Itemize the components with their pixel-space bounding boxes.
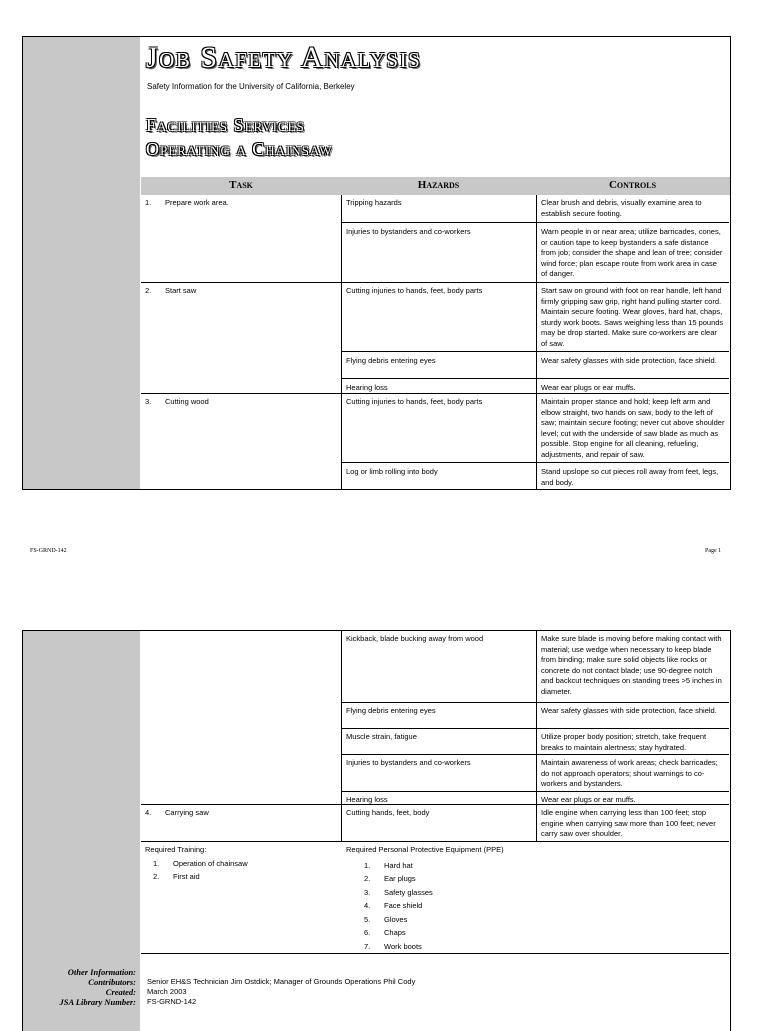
item-text: Chaps (384, 928, 406, 937)
control-cell: Maintain proper stance and hold; keep left arm and elbow straight, two hands on saw, body to the left of saw; maintain secure footing; never cut above shoulder level; cut with the underside of saw blade as much as possible. Stop engine for all cleaning, refueling, adjustments, and repair of saw. (541, 397, 725, 459)
item-number: 1. (153, 858, 160, 868)
label-library-number: JSA Library Number: (59, 997, 136, 1007)
item-text: Work boots (384, 941, 422, 951)
hazard-cell: Cutting injuries to hands, feet, body parts (346, 286, 483, 295)
ppe-list (346, 859, 725, 954)
label-contributors: Contributors: (88, 977, 136, 987)
page-1-content (141, 37, 730, 489)
control-cell: Stand upslope so cut pieces roll away from feet, legs, and body. (541, 467, 719, 487)
grid-line (342, 462, 729, 463)
task-number: 1. (145, 198, 152, 207)
info-labels (26, 967, 138, 1007)
control-cell: Idle engine when carrying less than 100 feet; stop engine when carrying saw more than 100 feet; never carry saw over shoulder. (541, 808, 716, 838)
training-title: Required Training: (145, 845, 207, 854)
hazard-cell: Kickback, blade bucking away from wood (346, 634, 484, 643)
item-number: 4. (364, 901, 371, 910)
page-2-content (141, 631, 730, 1031)
grid-line (141, 841, 729, 842)
grid-line (342, 378, 729, 379)
control-cell: Warn people in or near area; utilize barricades, cones, or caution tape to keep bystanders a safe distance from job; consider the shape and lean of tree; consider wind force; plan escape route from work area in case of danger. (541, 227, 723, 278)
grid-line (342, 351, 729, 352)
task-number: 4. (145, 808, 152, 817)
hazard-cell: Log or limb rolling into body (346, 467, 438, 476)
task-row-3 (141, 395, 341, 410)
hazard-cell: Hearing loss (346, 795, 388, 804)
item-number: 1. (364, 860, 371, 870)
jsa-page-1 (22, 36, 731, 490)
control-cell: Wear safety glasses with side protection, face shield. (541, 356, 717, 365)
grid-line (342, 791, 729, 792)
label-other-information: Other Information: (67, 967, 136, 977)
table-header (141, 177, 730, 195)
hazard-cell: Hearing loss (346, 383, 388, 392)
hazard-cell: Muscle strain, fatigue (346, 732, 417, 741)
required-training (141, 843, 341, 885)
header-task: Task (229, 179, 253, 191)
document-subtitle: Safety Information for the University of California, Berkeley (147, 82, 355, 91)
hazard-cell: Injuries to bystanders and co-workers (346, 227, 471, 236)
task-number: 3. (145, 397, 152, 406)
task-label: Cutting wood (165, 397, 209, 406)
hazard-cell: Flying debris entering eyes (346, 356, 436, 365)
hazard-cell: Flying debris entering eyes (346, 706, 436, 715)
control-cell: Wear ear plugs or ear muffs. (541, 383, 636, 392)
grid-line (342, 702, 729, 703)
task-label: Start saw (165, 286, 197, 295)
training-item (153, 859, 337, 870)
grid-line (342, 222, 729, 223)
required-ppe (342, 843, 729, 955)
hazard-cell: Cutting hands, feet, body (346, 808, 430, 817)
item-number: 2. (153, 872, 160, 881)
library-number-value: FS-GRND-142 (147, 997, 197, 1006)
grid-line (141, 804, 729, 805)
hazard-cell: Cutting injuries to hands, feet, body parts (346, 397, 483, 406)
left-margin-bar (23, 37, 140, 489)
grid-line (342, 728, 729, 729)
control-cell: Wear safety glasses with side protection, face shield. (541, 706, 717, 715)
ppe-item (364, 886, 725, 900)
grid-line (141, 393, 729, 394)
grid-line (342, 754, 729, 755)
item-text: First aid (173, 872, 200, 881)
control-cell: Maintain awareness of work areas; check barricades; do not approach operators; shout warnings to co-workers and bystanders. (541, 758, 718, 788)
item-text: Operation of chainsaw (173, 858, 248, 868)
control-cell: Wear ear plugs or ear muffs. (541, 795, 636, 804)
item-number: 7. (364, 941, 371, 951)
document-title: Job Safety Analysis (146, 41, 422, 74)
ppe-item (364, 859, 725, 873)
training-item (153, 872, 337, 883)
control-cell: Start saw on ground with foot on rear handle, left hand firmly gripping saw grip, right hand pulling starter cord. Maintain secure footing. Wear gloves, hard hat, chaps, sturdy work boots. Saws weighing less than 15 pounds may be drop started. Make sure co-workers are clear of saw. (541, 286, 724, 348)
procedure-name: Operating a Chainsaw (146, 139, 333, 159)
footer-document-id: FS-GRND-142 (30, 548, 67, 554)
ppe-item (364, 940, 725, 954)
item-text: Ear plugs (384, 874, 416, 883)
contributors-value: Senior EH&S Technician Jim Ostdick; Manager of Grounds Operations Phil Cody (147, 977, 416, 986)
header-hazards: Hazards (417, 179, 460, 191)
jsa-page-2 (22, 630, 731, 1031)
control-cell: Make sure blade is moving before making contact with material; use wedge when necessary to keep blade from binding; make sure solid objects like rocks or concrete do not contact blade; use 90-degree notch and backcut techniques on standing trees >5 inches in diameter. (541, 634, 722, 696)
task-row-1 (141, 196, 341, 211)
item-number: 6. (364, 928, 371, 937)
hazard-cell: Tripping hazards (346, 198, 402, 207)
department-name: Facilities Services (146, 115, 305, 135)
label-created: Created: (105, 987, 136, 997)
item-text: Face shield (384, 901, 423, 910)
item-text: Gloves (384, 914, 408, 924)
item-number: 5. (364, 914, 371, 924)
ppe-item (364, 926, 725, 940)
other-information (143, 977, 703, 1007)
task-number: 2. (145, 286, 152, 295)
task-label: Carrying saw (165, 808, 209, 817)
ppe-title: Required Personal Protective Equipment (PPE) (346, 845, 504, 854)
control-cell: Clear brush and debris, visually examine area to establish secure footing. (541, 198, 702, 218)
item-number: 2. (364, 874, 371, 883)
item-text: Safety glasses (384, 887, 433, 897)
item-number: 3. (364, 887, 371, 897)
hazard-cell: Injuries to bystanders and co-workers (346, 758, 471, 767)
task-row-4 (141, 806, 341, 821)
control-cell: Utilize proper body position; stretch, take frequent breaks to maintain alertness; stay hydrated. (541, 732, 707, 752)
header-controls: Controls (608, 179, 657, 191)
created-value: March 2003 (147, 987, 187, 996)
footer-page-number: Page 1 (705, 548, 722, 554)
ppe-item (364, 899, 725, 913)
ppe-item (364, 872, 725, 886)
grid-line (141, 282, 729, 283)
ppe-item (364, 913, 725, 927)
task-label: Prepare work area. (165, 198, 229, 207)
department-heading (146, 113, 333, 161)
item-text: Hard hat (384, 860, 413, 870)
grid-line (141, 953, 729, 954)
training-list (145, 859, 337, 883)
task-row-2 (141, 284, 341, 299)
